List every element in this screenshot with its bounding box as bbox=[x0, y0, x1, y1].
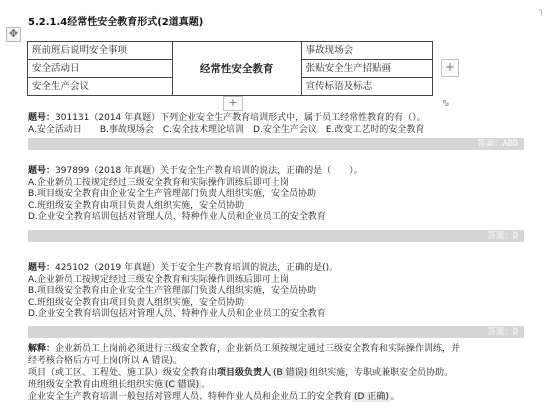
question-option: D.企业安全教育培训包括对管理人员、特种作业人员和企业员工的安全教育 bbox=[28, 309, 326, 319]
section-title: 5.2.1.4经常性安全教育形式(2道真题) bbox=[28, 17, 204, 28]
answer-text: 答案：D bbox=[487, 231, 518, 241]
question-stem: 301131（2014 年真题）下列企业安全生产教育培训形式中，属于员工经常性教育的有（）。 bbox=[55, 113, 426, 123]
text-boundary-mark: ┐ bbox=[538, 6, 544, 16]
question-label: 题号： bbox=[28, 263, 56, 273]
question-option: C.班组级安全教育由项目负责人组织实施，安全员协助 bbox=[28, 200, 245, 211]
answer-bar bbox=[28, 230, 524, 242]
question-stem: 425102（2019 年真题）关于安全生产教育培训的说法，正确的是()。 bbox=[55, 263, 339, 273]
question-block bbox=[28, 263, 528, 321]
analysis-text: 企业新员工上岗前必须进行三级安全教育，企业新员工须按规定通过三级安全教育和实际操作训练，并 bbox=[55, 344, 461, 354]
analysis-verdict: (D 正确) bbox=[354, 392, 389, 402]
answer-bar bbox=[28, 326, 524, 338]
add-row-icon[interactable]: + bbox=[223, 96, 243, 111]
analysis-text: 组织实施，专职或兼职安全员协助。 bbox=[309, 368, 454, 378]
table-center-cell[interactable]: 经常性安全教育 bbox=[172, 42, 301, 96]
analysis-text: 项目（或工区、工程处、施工队）级安全教育由 bbox=[28, 368, 218, 378]
table-move-icon[interactable]: ✥ bbox=[6, 27, 21, 42]
analysis-text: 班组级安全教育由班组长组织实施 bbox=[28, 380, 164, 390]
answer-text: 答案：D bbox=[487, 327, 518, 337]
question-block bbox=[28, 113, 528, 136]
education-forms-table bbox=[27, 41, 433, 96]
analysis-highlight: 项目级负责人 bbox=[217, 368, 272, 378]
table-cell[interactable]: 班前班后说明安全事项 bbox=[28, 42, 173, 60]
question-label: 题号： bbox=[28, 166, 56, 176]
analysis-verdict: (B 错误) bbox=[273, 368, 308, 378]
table-cell[interactable]: 宣传标语及标志 bbox=[301, 78, 432, 96]
question-option: A.安全活动日 B.事故现场会 C.安全技术理论培训 D.安全生产会议 E.改变工艺时的安全教育 bbox=[28, 124, 425, 135]
table-cell[interactable]: 张贴安全生产招贴画 bbox=[301, 60, 432, 78]
question-label: 题号： bbox=[28, 113, 56, 123]
analysis-block bbox=[28, 343, 528, 403]
add-column-icon[interactable]: + bbox=[441, 59, 459, 77]
question-option: B.项目级安全教育由企业安全生产管理部门负责人组织实施，安全员协助 bbox=[28, 189, 317, 199]
analysis-text: 企业安全生产教育培训一般包括对管理人员、特种作业人员和企业员工的安全教育 bbox=[28, 392, 353, 402]
answer-text: 答案：ABD bbox=[477, 139, 518, 149]
question-option: C.班组级安全教育由项目负责人组织实施，安全员协助 bbox=[28, 297, 245, 308]
question-option: A.企业新员工按规定经过三级安全教育和实际操作训练后即可上岗 bbox=[28, 274, 289, 285]
table-cell[interactable]: 安全生产会议 bbox=[28, 78, 173, 96]
analysis-verdict: (C 错误) bbox=[165, 380, 200, 390]
question-option: A.企业新员工按规定经过三级安全教育和实际操作训练后即可上岗 bbox=[28, 177, 289, 188]
table-resize-icon[interactable]: ⇔ bbox=[438, 96, 453, 111]
analysis-text: 。 bbox=[201, 380, 211, 390]
table-cell[interactable]: 事故现场会 bbox=[301, 42, 432, 60]
analysis-text: 经考核合格后方可上岗(所以 A 错误)。 bbox=[28, 356, 182, 366]
question-stem: 397899（2018 年真题）关于安全生产教育培训的说法，正确的是（ ）。 bbox=[55, 166, 363, 176]
analysis-label: 解释： bbox=[28, 344, 56, 354]
analysis-text: 。 bbox=[390, 392, 400, 402]
question-block bbox=[28, 166, 528, 224]
answer-bar bbox=[28, 138, 524, 150]
question-option: B.项目级安全教育由企业安全生产管理部门负责人组织实施，安全员协助 bbox=[28, 286, 317, 296]
question-option: D.企业安全教育培训包括对管理人员、特种作业人员和企业员工的安全教育 bbox=[28, 212, 326, 222]
table-cell[interactable]: 安全活动日 bbox=[28, 60, 173, 78]
